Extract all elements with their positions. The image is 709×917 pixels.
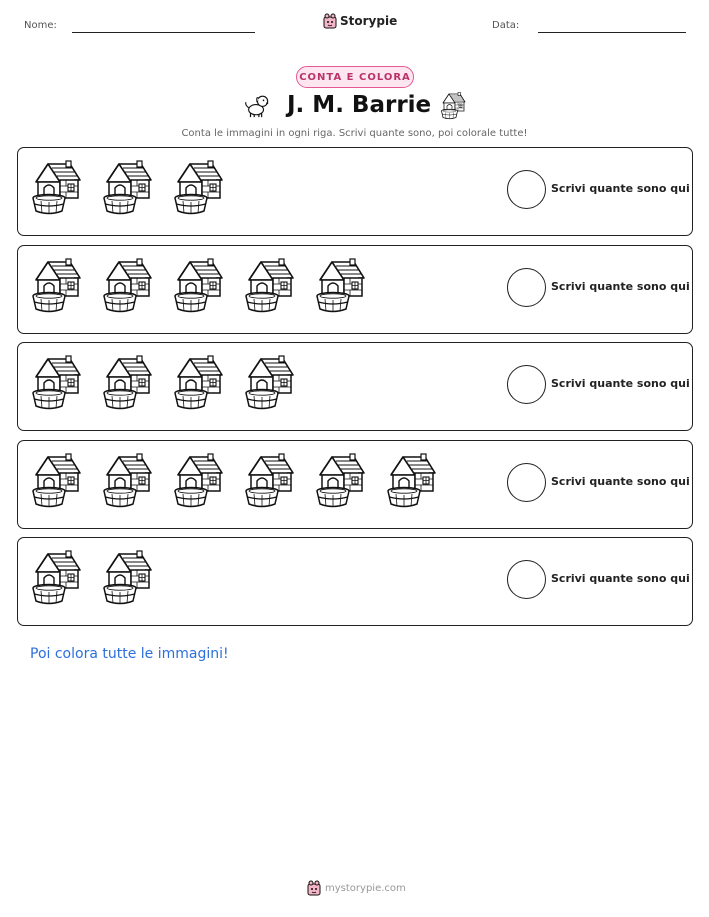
row-icons xyxy=(30,258,366,314)
cottage-with-barrel-icon[interactable] xyxy=(30,258,82,314)
row-icons xyxy=(30,355,295,411)
cottage-with-barrel-icon[interactable] xyxy=(385,453,437,509)
cottage-with-barrel-icon[interactable] xyxy=(30,550,82,606)
name-line[interactable] xyxy=(72,32,255,33)
counting-row xyxy=(17,147,693,236)
answer-label: Scrivi quante sono qui xyxy=(551,279,690,293)
answer-label: Scrivi quante sono qui xyxy=(551,572,690,585)
cottage-with-barrel-icon[interactable] xyxy=(172,355,224,411)
counting-row xyxy=(17,342,693,431)
footer-url: mystorypie.com xyxy=(325,882,406,894)
cottage-with-barrel-icon[interactable] xyxy=(101,355,153,411)
counting-row xyxy=(17,537,693,626)
counting-row xyxy=(17,440,693,529)
footer-brand xyxy=(307,880,406,896)
cottage-with-barrel-icon[interactable] xyxy=(172,258,224,314)
date-label: Data: xyxy=(492,20,520,31)
answer-label: Scrivi quante sono qui xyxy=(551,182,690,195)
cottage-with-barrel-icon[interactable] xyxy=(101,550,153,606)
answer-circle[interactable] xyxy=(507,463,546,502)
date-line[interactable] xyxy=(538,32,686,33)
cottage-with-barrel-icon[interactable] xyxy=(101,258,153,314)
cottage-with-barrel-icon[interactable] xyxy=(243,453,295,509)
counting-row xyxy=(17,245,693,334)
instructions: Conta le immagini in ogni riga. Scrivi quante sono, poi colorale tutte! xyxy=(181,128,528,139)
cottage-with-barrel-icon[interactable] xyxy=(30,453,82,509)
cottage-with-barrel-icon[interactable] xyxy=(243,355,295,411)
row-icons xyxy=(30,453,437,509)
title-row xyxy=(0,90,709,124)
counting-rows xyxy=(17,147,693,635)
cottage-with-barrel-icon[interactable] xyxy=(101,160,153,216)
cottage-with-barrel-icon[interactable] xyxy=(101,453,153,509)
storypie-logo-icon xyxy=(323,13,337,29)
cottage-with-barrel-icon[interactable] xyxy=(172,453,224,509)
cottage-with-barrel-icon[interactable] xyxy=(30,355,82,411)
answer-circle[interactable] xyxy=(507,170,546,209)
page-title: J. M. Barrie xyxy=(287,92,432,118)
activity-badge: CONTA E COLORA xyxy=(296,66,414,88)
puppy-icon xyxy=(243,92,271,118)
cottage-with-barrel-icon[interactable] xyxy=(243,258,295,314)
cottage-with-barrel-icon[interactable] xyxy=(30,160,82,216)
storypie-logo-icon xyxy=(307,880,321,896)
row-icons xyxy=(30,160,224,216)
footer-note: Poi colora tutte le immagini! xyxy=(30,646,229,662)
cottage-with-barrel-icon[interactable] xyxy=(172,160,224,216)
row-icons xyxy=(30,550,153,606)
cottage-with-barrel-icon[interactable] xyxy=(314,258,366,314)
answer-circle[interactable] xyxy=(507,268,546,307)
brand-name: Storypie xyxy=(340,14,398,28)
answer-label: Scrivi quante sono qui xyxy=(551,377,690,390)
brand-header xyxy=(323,13,397,29)
answer-circle[interactable] xyxy=(507,365,546,404)
name-label: Nome: xyxy=(24,20,57,31)
answer-label: Scrivi quante sono qui xyxy=(551,474,690,488)
cottage-with-barrel-icon[interactable] xyxy=(314,453,366,509)
answer-circle[interactable] xyxy=(507,560,546,599)
cottage-icon xyxy=(440,92,466,120)
